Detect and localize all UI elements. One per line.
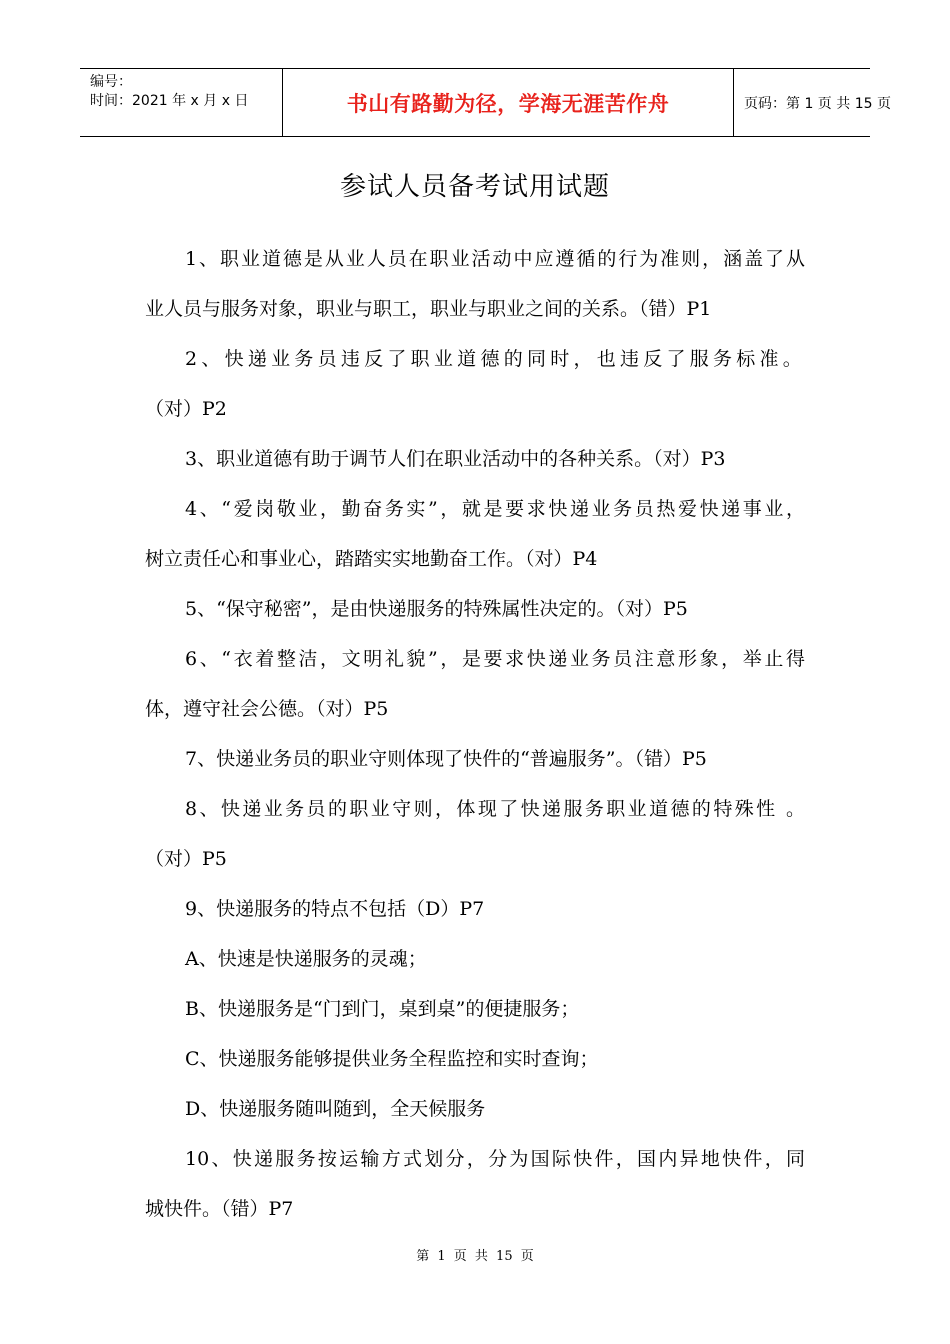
text-line: 业人员与服务对象，职业与职工，职业与职业之间的关系。（错）P1	[145, 298, 712, 320]
text-line: 10、快递服务按运输方式划分，分为国际快件，国内异地快件，同	[185, 1148, 805, 1170]
text-line: 体，遵守社会公德。（对）P5	[145, 698, 389, 720]
header-page-info: 页码：第 1 页 共 15 页	[744, 95, 891, 112]
answer-option-a: A、快速是快递服务的灵魂；	[185, 948, 427, 970]
document-number-label: 编号：	[90, 74, 132, 90]
text-line: 城快件。（错）P7	[145, 1198, 294, 1220]
text-line: 4、“爱岗敬业，勤奋务实”，就是要求快递业务员热爱快递事业，	[185, 498, 805, 520]
text-line: 1、职业道德是从业人员在职业活动中应遵循的行为准则，涵盖了从	[185, 248, 805, 270]
document-title: 参试人员备考试用试题	[339, 172, 610, 202]
answer-option-d: D、快递服务随叫随到，全天候服务	[185, 1098, 486, 1120]
text-line: （对）P2	[145, 398, 227, 420]
text-line: 6、“衣着整洁，文明礼貌”，是要求快递业务员注意形象，举止得	[185, 648, 805, 670]
text-line: 3、职业道德有助于调节人们在职业活动中的各种关系。（对）P3	[185, 448, 726, 470]
text-line: 9、快递服务的特点不包括（D）P7	[185, 898, 485, 920]
page-header	[80, 68, 891, 137]
text-line: （对）P5	[145, 848, 227, 870]
page-footer: 第 1 页 共 15 页	[416, 1249, 534, 1264]
text-line: 7、快递业务员的职业守则体现了快件的“普遍服务”。（错）P5	[185, 748, 707, 770]
text-line: 8、快递业务员的职业守则，体现了快递服务职业道德的特殊性 。	[185, 798, 805, 820]
text-line: 树立责任心和事业心，踏踏实实地勤奋工作。（对）P4	[145, 548, 598, 570]
document-body	[145, 234, 805, 1234]
text-line: 5、“保守秘密”，是由快递服务的特殊属性决定的。（对）P5	[185, 598, 688, 620]
document-date: 时间：2021 年 x 月 x 日	[90, 93, 249, 109]
text-line: 2、快递业务员违反了职业道德的同时，也违反了服务标准。	[185, 348, 805, 370]
header-motto: 书山有路勤为径，学海无涯苦作舟	[282, 69, 734, 136]
answer-option-c: C、快递服务能够提供业务全程监控和实时查询；	[185, 1048, 599, 1070]
header-meta	[80, 69, 282, 136]
answer-option-b: B、快递服务是“门到门，桌到桌”的便捷服务；	[185, 998, 580, 1020]
